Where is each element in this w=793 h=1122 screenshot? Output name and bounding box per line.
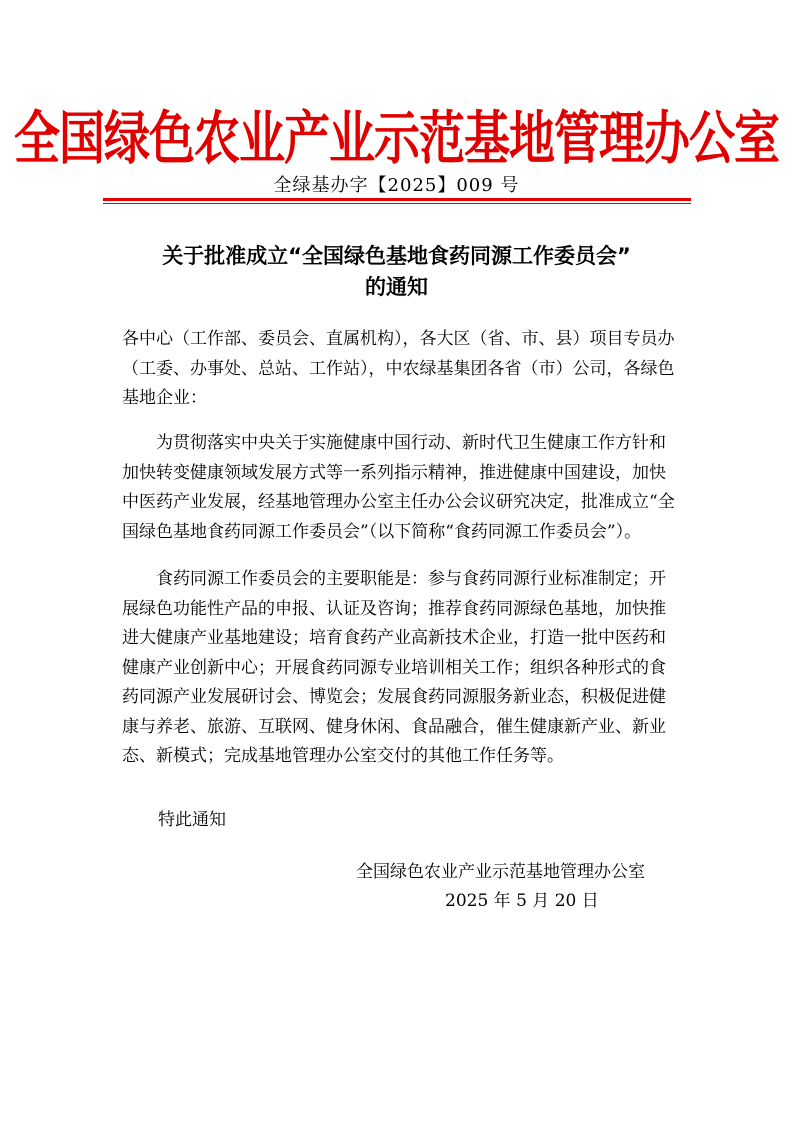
notice-title-line-2: 的通知 — [365, 275, 428, 299]
paragraph-1-text: 为贯彻落实中央关于实施健康中国行动、新时代卫生健康工作方针和加快转变健康领域发展方式等一系列指示精神，推进健康中国建设，加快中医药产业发展，经基地管理办公室主任办公会议研究决定，批准成立“全国绿色基地食药同源工作委员会”（以下简称“食药同源工作委员会”）。 — [122, 433, 675, 542]
body-paragraph-1 — [122, 429, 682, 547]
addressee-text: 各中心（工作部、委员会、直属机构），各大区（省、市、县）项目专员办（工委、办事处、总站、工作站），中农绿基集团各省（市）公司，各绿色基地企业： — [122, 329, 675, 408]
issuing-organization-title: 全国绿色农业产业示范基地管理办公室 — [14, 104, 779, 172]
notice-title-line-1: 关于批准成立“全国绿色基地食药同源工作委员会” — [162, 244, 631, 268]
body-paragraph-2 — [122, 565, 682, 772]
header-rule-thin — [103, 203, 691, 204]
closing-remark — [122, 806, 718, 836]
header-rule-thick — [103, 198, 691, 201]
closing-text: 特此通知 — [158, 810, 226, 830]
paragraph-2-text: 食药同源工作委员会的主要职能是：参与食药同源行业标准制定；开展绿色功能性产品的申报、认证及咨询；推荐食药同源绿色基地，加快推进大健康产业基地建设；培育食药产业高新技术企业，打造一批中医药和健康产业创新中心；开展食药同源专业培训相关工作；组织各种形式的食药同源产业发展研讨会、博览会；发展食药同源服务新业态，积极促进健康与养老、旅游、互联网、健身休闲、食品融合，催生健康新产业、新业态、新模式；完成基地管理办公室交付的其他工作任务等。 — [122, 569, 666, 766]
notice-title — [110, 241, 683, 303]
addressee-paragraph — [122, 325, 682, 414]
signature-organization: 全国绿色农业产业示范基地管理办公室 — [356, 862, 645, 882]
signature-date: 2025 年 5 月 20 日 — [445, 891, 599, 911]
document-number: 全绿基办字【2025】009 号 — [273, 175, 520, 196]
